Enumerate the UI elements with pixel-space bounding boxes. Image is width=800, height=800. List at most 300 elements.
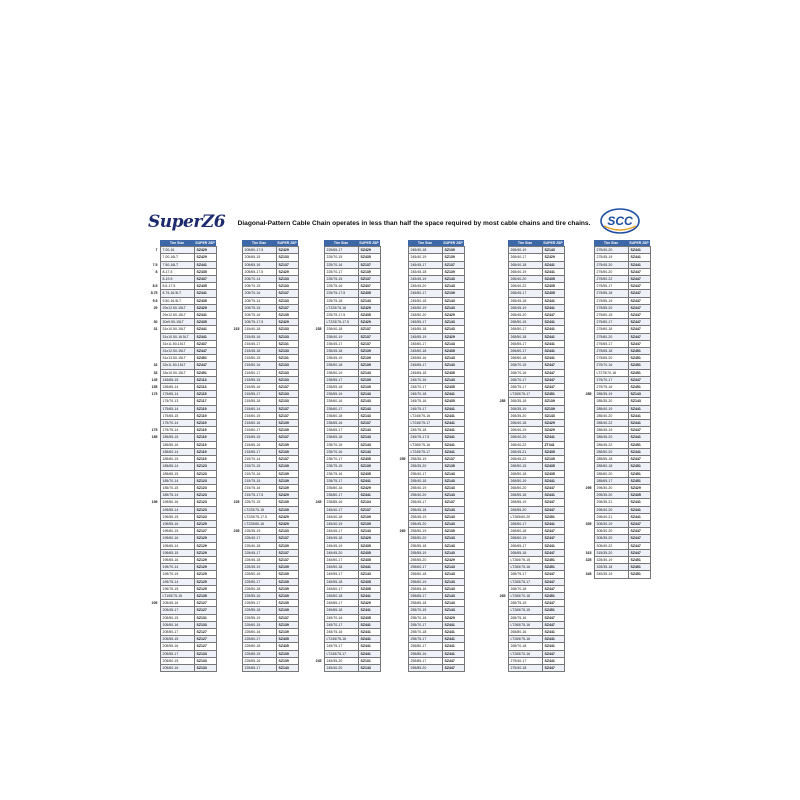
tire-size: 245/40-17 — [324, 506, 358, 513]
tire-size: 245/45-18 — [408, 268, 442, 275]
section-width — [232, 470, 242, 477]
chain-part: SZ143 — [442, 355, 464, 362]
section-width: 145 — [151, 377, 158, 382]
table-row — [498, 290, 564, 297]
tire-size: 185/60-15 — [160, 456, 194, 463]
table-row — [498, 463, 564, 470]
section-width — [498, 405, 508, 412]
tire-size: LT265/75-16 — [508, 564, 542, 571]
chain-part: SZ441 — [358, 643, 380, 650]
chain-part: SZ447 — [628, 549, 650, 556]
table-row — [398, 290, 464, 297]
table-row — [232, 297, 298, 304]
chain-part: SZ441 — [442, 412, 464, 419]
tire-size: 245/70-17 — [408, 384, 442, 391]
tire-size: 215/65-15 — [242, 434, 276, 441]
tire-size: 245/40-18 — [324, 513, 358, 520]
tire-size: 265/45-21 — [508, 448, 542, 455]
tire-size: 205/65-15 — [242, 254, 276, 261]
chain-part: SZ437 — [358, 283, 380, 290]
table-row — [150, 607, 216, 614]
table-row — [398, 621, 464, 628]
tire-size: 175/70-14 — [160, 420, 194, 427]
tire-size: 215/55-17 — [242, 391, 276, 398]
section-width — [398, 420, 408, 427]
table-row — [498, 391, 564, 398]
tire-size: 245/75-17 — [324, 643, 358, 650]
table-row — [150, 664, 216, 671]
section-width — [584, 319, 594, 326]
section-width — [232, 513, 242, 520]
section-width — [584, 456, 594, 463]
table-row — [584, 513, 650, 520]
section-width — [398, 297, 408, 304]
table-row — [314, 600, 380, 607]
chain-part: SZ435 — [442, 398, 464, 405]
section-width — [584, 333, 594, 340]
section-width — [498, 578, 508, 585]
chain-part: SZ435 — [358, 585, 380, 592]
section-width — [498, 283, 508, 290]
section-width — [398, 492, 408, 499]
chain-part: SZ429 — [542, 254, 564, 261]
table-row — [498, 571, 564, 578]
section-width — [150, 614, 160, 621]
chain-part: SZ451 — [542, 564, 564, 571]
table-row — [232, 254, 298, 261]
table-row — [398, 326, 464, 333]
chain-part: SZ447 — [628, 290, 650, 297]
chain-part: SZ137 — [276, 614, 298, 621]
section-width — [150, 542, 160, 549]
table-row — [150, 528, 216, 535]
section-width — [498, 369, 508, 376]
section-width — [232, 650, 242, 657]
tire-size: 285/45-22 — [594, 441, 628, 448]
tire-size: 295/40-20 — [594, 506, 628, 513]
chain-part: SZ123 — [194, 492, 216, 499]
chain-part: SZ143 — [628, 398, 650, 405]
table-row — [498, 628, 564, 635]
tire-size: 235/45-19 — [324, 355, 358, 362]
table-row — [150, 441, 216, 448]
section-width — [232, 549, 242, 556]
chain-part: SZ117 — [194, 398, 216, 405]
chain-part: SZ441 — [542, 636, 564, 643]
table-row — [314, 355, 380, 362]
chain-part: SZ139 — [358, 376, 380, 383]
section-width: 265 — [499, 593, 506, 598]
table-row — [150, 556, 216, 563]
tire-size: 195/55-14 — [160, 506, 194, 513]
section-width — [314, 254, 324, 261]
chain-part: SZ435 — [542, 276, 564, 283]
tire-size: 265/50-19 — [508, 477, 542, 484]
tire-size: 245/60-17 — [324, 585, 358, 592]
chain-part: SZ143 — [358, 427, 380, 434]
tire-size: 195/50-16 — [160, 499, 194, 506]
chain-part: SZ441 — [442, 636, 464, 643]
chain-part: SZ451 — [542, 592, 564, 599]
width-header — [584, 240, 594, 247]
section-width — [232, 297, 242, 304]
section-width — [232, 657, 242, 664]
tire-size: 205/60-15 — [160, 657, 194, 664]
chain-part: SZ447 — [628, 520, 650, 527]
tire-size: 31x12.50-15LT — [160, 348, 194, 355]
table-row — [150, 362, 216, 369]
section-width — [498, 650, 508, 657]
section-width — [232, 434, 242, 441]
chain-part: SZ139 — [276, 441, 298, 448]
chain-part: SZ123 — [194, 513, 216, 520]
tire-size: 205/60-17.5 — [242, 247, 276, 254]
chain-part: SZ139 — [276, 621, 298, 628]
chain-part: SZ435 — [194, 268, 216, 275]
chain-part: SZ441 — [194, 261, 216, 268]
section-width — [314, 520, 324, 527]
section-width: 9.5 — [152, 298, 158, 303]
tire-size: 265/40-22 — [508, 441, 542, 448]
chain-part: SZ447 — [542, 578, 564, 585]
tire-size-table — [150, 240, 217, 672]
tire-size: 235/50-19 — [324, 369, 358, 376]
chain-part: SZ119 — [194, 434, 216, 441]
table-row — [314, 290, 380, 297]
superz6-logo — [148, 212, 226, 238]
tire-size: 265/60-17 — [508, 520, 542, 527]
tire-size: 8-19.5 — [160, 276, 194, 283]
table-row — [584, 283, 650, 290]
chain-part: SZ447 — [542, 528, 564, 535]
chain-part: SZ451 — [628, 348, 650, 355]
table-row — [498, 564, 564, 571]
chain-part: SZ451 — [542, 607, 564, 614]
table-row — [584, 376, 650, 383]
chain-part: SZ435 — [276, 636, 298, 643]
table-row — [398, 441, 464, 448]
chain-part: SZ447 — [542, 362, 564, 369]
table-row — [314, 520, 380, 527]
table-row — [232, 261, 298, 268]
tire-size: 265/50-15 — [508, 463, 542, 470]
chain-part: SZ113 — [194, 376, 216, 383]
section-width — [232, 614, 242, 621]
table-row — [398, 556, 464, 563]
tire-size: 255/60-17 — [408, 564, 442, 571]
table-row — [498, 484, 564, 491]
chain-part: SZ435 — [442, 369, 464, 376]
chain-part: SZ447 — [628, 276, 650, 283]
chain-part: SZ139 — [542, 456, 564, 463]
table-row — [398, 348, 464, 355]
section-width — [498, 333, 508, 340]
section-width — [314, 542, 324, 549]
section-width — [584, 261, 594, 268]
table-row — [498, 333, 564, 340]
table-row — [584, 535, 650, 542]
tire-size: 225/60-15 — [242, 621, 276, 628]
section-width — [314, 592, 324, 599]
section-width — [584, 528, 594, 535]
table-row — [314, 556, 380, 563]
tire-size: 275/60-20 — [594, 333, 628, 340]
tire-size-header: Tire Size — [160, 240, 194, 247]
tire-size: 195/65-16 — [160, 556, 194, 563]
tire-size: 215/50-17 — [242, 369, 276, 376]
chain-part: SZ441 — [542, 542, 564, 549]
table-row — [314, 542, 380, 549]
chain-part: SZ134 — [358, 499, 380, 506]
chain-part: SZ441 — [542, 333, 564, 340]
chain-part: SZ429 — [358, 535, 380, 542]
tire-size: 175/70-13 — [160, 398, 194, 405]
table-row — [232, 506, 298, 513]
section-width — [498, 427, 508, 434]
table-row — [398, 657, 464, 664]
table-row — [398, 628, 464, 635]
tire-size: 205/50-16 — [160, 621, 194, 628]
chain-part: SZ123 — [194, 470, 216, 477]
tire-size: 245/45-19 — [324, 542, 358, 549]
chain-part: SZ129 — [194, 535, 216, 542]
table-row — [498, 348, 564, 355]
table-row — [150, 420, 216, 427]
chain-part: SZ447 — [628, 333, 650, 340]
chain-part: SZ135 — [194, 592, 216, 599]
table-row — [150, 578, 216, 585]
tire-size: 255/45-20 — [408, 520, 442, 527]
table-row — [314, 333, 380, 340]
section-width — [314, 628, 324, 635]
table-row — [398, 420, 464, 427]
table-row — [232, 564, 298, 571]
tire-size: 305/30-20 — [594, 528, 628, 535]
table-row — [584, 564, 650, 571]
tire-size: 265/65-18 — [508, 549, 542, 556]
table-row — [498, 607, 564, 614]
table-row — [232, 376, 298, 383]
tire-size: 175/65-14 — [160, 405, 194, 412]
section-width — [150, 492, 160, 499]
section-width — [498, 304, 508, 311]
table-row — [232, 441, 298, 448]
table-row — [498, 477, 564, 484]
table-row — [314, 564, 380, 571]
section-width — [398, 405, 408, 412]
table-row — [398, 513, 464, 520]
chain-part: SZ447 — [542, 621, 564, 628]
tire-size: 225/45-17 — [242, 549, 276, 556]
table-row — [398, 297, 464, 304]
chain-part: SZ137 — [442, 261, 464, 268]
section-width — [498, 412, 508, 419]
tire-size: 195/70-15 — [160, 571, 194, 578]
section-width — [498, 571, 508, 578]
section-width — [584, 254, 594, 261]
chain-part: SZ441 — [194, 326, 216, 333]
section-width — [232, 412, 242, 419]
chain-part: SZ133 — [276, 333, 298, 340]
table-row — [314, 398, 380, 405]
section-width — [314, 456, 324, 463]
section-width — [498, 268, 508, 275]
tire-size: 235/40-19 — [324, 333, 358, 340]
table-row — [232, 614, 298, 621]
section-width — [584, 326, 594, 333]
tire-size: 205/45-17 — [160, 607, 194, 614]
table-row — [150, 427, 216, 434]
chain-part: SZ441 — [358, 650, 380, 657]
tire-size: 265/50-18 — [508, 470, 542, 477]
section-width — [398, 304, 408, 311]
tire-size: 265/70-16 — [508, 369, 542, 376]
section-width — [498, 513, 508, 520]
chain-part: SZ127 — [194, 643, 216, 650]
section-width — [584, 427, 594, 434]
table-row — [498, 542, 564, 549]
table-row — [498, 369, 564, 376]
section-width — [232, 492, 242, 499]
tire-size: 225/75-15 — [324, 276, 358, 283]
chain-part: SZ137 — [276, 412, 298, 419]
table-row — [498, 405, 564, 412]
table-row — [314, 571, 380, 578]
chain-part: SZ133 — [276, 348, 298, 355]
chain-part: SZ133 — [276, 376, 298, 383]
chain-part: SZ137 — [276, 535, 298, 542]
tire-size: 235/45-18 — [324, 348, 358, 355]
section-width — [398, 578, 408, 585]
chain-part: SZ447 — [628, 535, 650, 542]
tire-size: 265/45-22 — [508, 456, 542, 463]
chain-part: SZ447 — [542, 312, 564, 319]
chain-part: SZ451 — [628, 470, 650, 477]
table-row — [398, 391, 464, 398]
chain-part: SZ131 — [194, 614, 216, 621]
tire-size: LT245/75-16 — [408, 412, 442, 419]
tire-size: 225/40-18 — [242, 542, 276, 549]
tire-size-column — [398, 240, 465, 672]
section-width — [398, 355, 408, 362]
chain-part: SZ131 — [276, 340, 298, 347]
tire-size: 225/55-19 — [242, 614, 276, 621]
table-row — [498, 297, 564, 304]
tire-size-table — [314, 240, 381, 672]
table-row — [314, 621, 380, 628]
chain-part: SZ139 — [358, 355, 380, 362]
table-row — [584, 477, 650, 484]
section-width — [398, 535, 408, 542]
chain-part: SZ133 — [276, 398, 298, 405]
section-width — [498, 621, 508, 628]
tire-size: 225/45-18 — [242, 556, 276, 563]
table-row — [232, 290, 298, 297]
tire-size: 255/70-15 — [408, 607, 442, 614]
section-width — [498, 297, 508, 304]
tire-size: 255/50-19 — [408, 528, 442, 535]
chain-part: SZ139 — [276, 484, 298, 491]
section-width — [498, 643, 508, 650]
chain-part: SZ451 — [628, 362, 650, 369]
section-width: 285 — [499, 399, 506, 404]
chain-part: SZ451 — [628, 564, 650, 571]
section-width — [584, 513, 594, 520]
section-width: 215 — [233, 327, 240, 332]
chain-part: SZ143 — [542, 412, 564, 419]
table-row — [584, 456, 650, 463]
section-width — [584, 362, 594, 369]
section-width — [584, 441, 594, 448]
chain-part: SZ139 — [276, 448, 298, 455]
table-row — [498, 434, 564, 441]
tire-size: 205/75-17.5 — [242, 319, 276, 326]
table-row — [314, 340, 380, 347]
section-width — [232, 268, 242, 275]
tire-size: 255/40-19 — [408, 484, 442, 491]
section-width — [314, 549, 324, 556]
table-row — [398, 261, 464, 268]
tire-size: 225/75-17.5 — [324, 290, 358, 297]
table-row — [398, 506, 464, 513]
tire-size: 265/45-18 — [508, 297, 542, 304]
tire-size: 275/55-19 — [594, 297, 628, 304]
table-row — [232, 355, 298, 362]
chain-part: SZ447 — [542, 650, 564, 657]
chain-part: SZ127 — [194, 636, 216, 643]
tire-size: 7.00-16LT — [160, 254, 194, 261]
table-row — [398, 592, 464, 599]
chain-part: SZ139 — [276, 470, 298, 477]
tire-size: 255/75-17 — [408, 636, 442, 643]
chain-part: SZ137 — [358, 326, 380, 333]
section-width — [314, 636, 324, 643]
tire-size: 245/70-18 — [408, 391, 442, 398]
section-width — [150, 484, 160, 491]
tire-size: LT265/75-16 — [508, 621, 542, 628]
tire-size: 205/50-17 — [160, 628, 194, 635]
section-width — [232, 564, 242, 571]
chain-part: SZ137 — [358, 420, 380, 427]
chain-part: SZ441 — [628, 247, 650, 254]
section-width — [398, 621, 408, 628]
tire-size: 205/55-16 — [160, 643, 194, 650]
chain-part: SZ435 — [542, 463, 564, 470]
tire-size: LT225/75-17.5 — [242, 513, 276, 520]
chain-part: SZ139 — [276, 650, 298, 657]
section-width — [584, 348, 594, 355]
table-row — [398, 434, 464, 441]
tire-size: 245/50-17 — [408, 290, 442, 297]
section-width — [584, 369, 594, 376]
table-row — [584, 484, 650, 491]
chain-part: SZ143 — [628, 391, 650, 398]
chain-part: SZ441 — [442, 405, 464, 412]
table-row — [150, 628, 216, 635]
section-width — [584, 448, 594, 455]
section-width — [232, 369, 242, 376]
section-width — [150, 535, 160, 542]
chain-part: SZ137 — [276, 456, 298, 463]
tire-size: 225/70-17 — [324, 268, 358, 275]
tire-size: 225/70-15 — [242, 499, 276, 506]
chain-part: SZ123 — [194, 499, 216, 506]
table-row — [584, 304, 650, 311]
chain-part: SZ143 — [358, 412, 380, 419]
section-width — [150, 578, 160, 585]
section-width — [314, 420, 324, 427]
table-row — [232, 657, 298, 664]
